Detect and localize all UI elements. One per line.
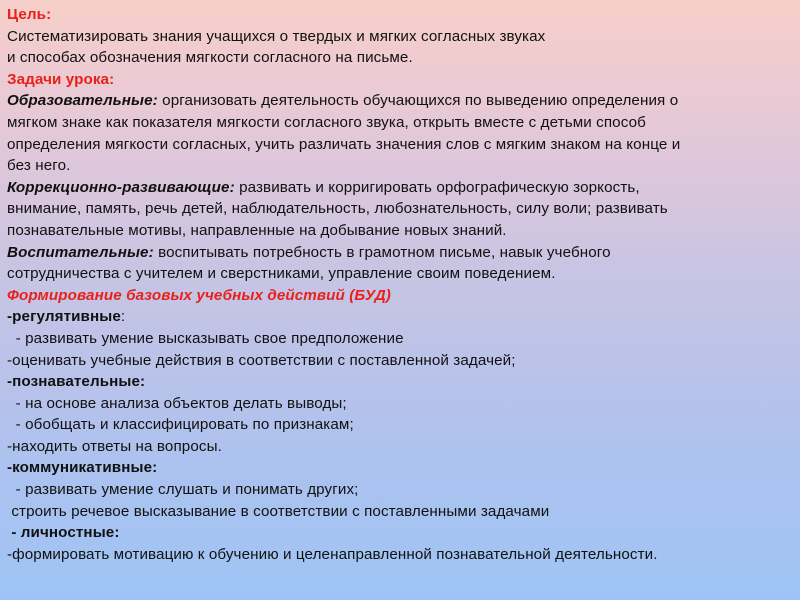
slide-content — [7, 4, 793, 565]
upbringing-label: Воспитательные: — [7, 243, 154, 261]
upbringing-line-2: сотрудничества с учителем и сверстниками, управление своим поведением. — [7, 265, 556, 283]
correctional-text: развивать и корригировать орфографическую зоркость, — [234, 178, 640, 196]
goal-line-2: и способах обозначения мягкости согласного на письме. — [7, 49, 413, 67]
correctional-line-2: внимание, память, речь детей, наблюдательность, любознательность, силу воли; развивать — [7, 200, 668, 218]
bud-heading: Формирование базовых учебных действий (БУД) — [7, 286, 391, 304]
educational-label: Образовательные: — [7, 92, 158, 110]
educational-line-4: без него. — [7, 157, 71, 175]
correctional-line-3: познавательные мотивы, направленные на добывание новых знаний. — [7, 221, 507, 239]
regulative-heading — [7, 306, 793, 328]
upbringing-line-1 — [7, 242, 793, 264]
upbringing-text: воспитывать потребность в грамотном письме, навык учебного — [153, 243, 611, 261]
goal-line-1: Систематизировать знания учащихся о твердых и мягких согласных звуках — [7, 27, 546, 45]
goal-label: Цель: — [7, 6, 52, 23]
regulative-item-1: - развивать умение высказывать свое предположение — [7, 329, 404, 347]
educational-line-2: мягком знаке как показателя мягкости согласного звука, открыть вместе с детьми способ — [7, 113, 646, 131]
communicative-item-1: - развивать умение слушать и понимать других; — [7, 481, 359, 499]
educational-text: организовать деятельность обучающихся по выведению определения о — [157, 92, 679, 110]
regulative-colon: : — [120, 308, 126, 326]
communicative-item-2: строить речевое высказывание в соответствии с поставленными задачами — [7, 502, 550, 520]
cognitive-item-2: - обобщать и классифицировать по признакам; — [7, 416, 354, 434]
educational-line-1 — [7, 90, 793, 112]
cognitive-item-3: -находить ответы на вопросы. — [7, 437, 222, 455]
educational-line-3: определения мягкости согласных, учить различать значения слов с мягким знаком на конце и — [7, 135, 681, 153]
personal-item-1: -формировать мотивацию к обучению и целенаправленной познавательной деятельности. — [7, 545, 658, 563]
tasks-heading: Задачи урока: — [7, 70, 115, 88]
cognitive-label: -познавательные: — [7, 373, 146, 391]
personal-label: - личностные: — [7, 524, 120, 542]
regulative-item-2: -оценивать учебные действия в соответствии с поставленной задачей; — [7, 351, 516, 369]
regulative-label: -регулятивные — [7, 308, 121, 326]
correctional-line-1 — [7, 177, 793, 199]
communicative-label: -коммуникативные: — [7, 459, 158, 477]
cognitive-item-1: - на основе анализа объектов делать выводы; — [7, 394, 347, 412]
correctional-label: Коррекционно-развивающие: — [7, 178, 235, 196]
